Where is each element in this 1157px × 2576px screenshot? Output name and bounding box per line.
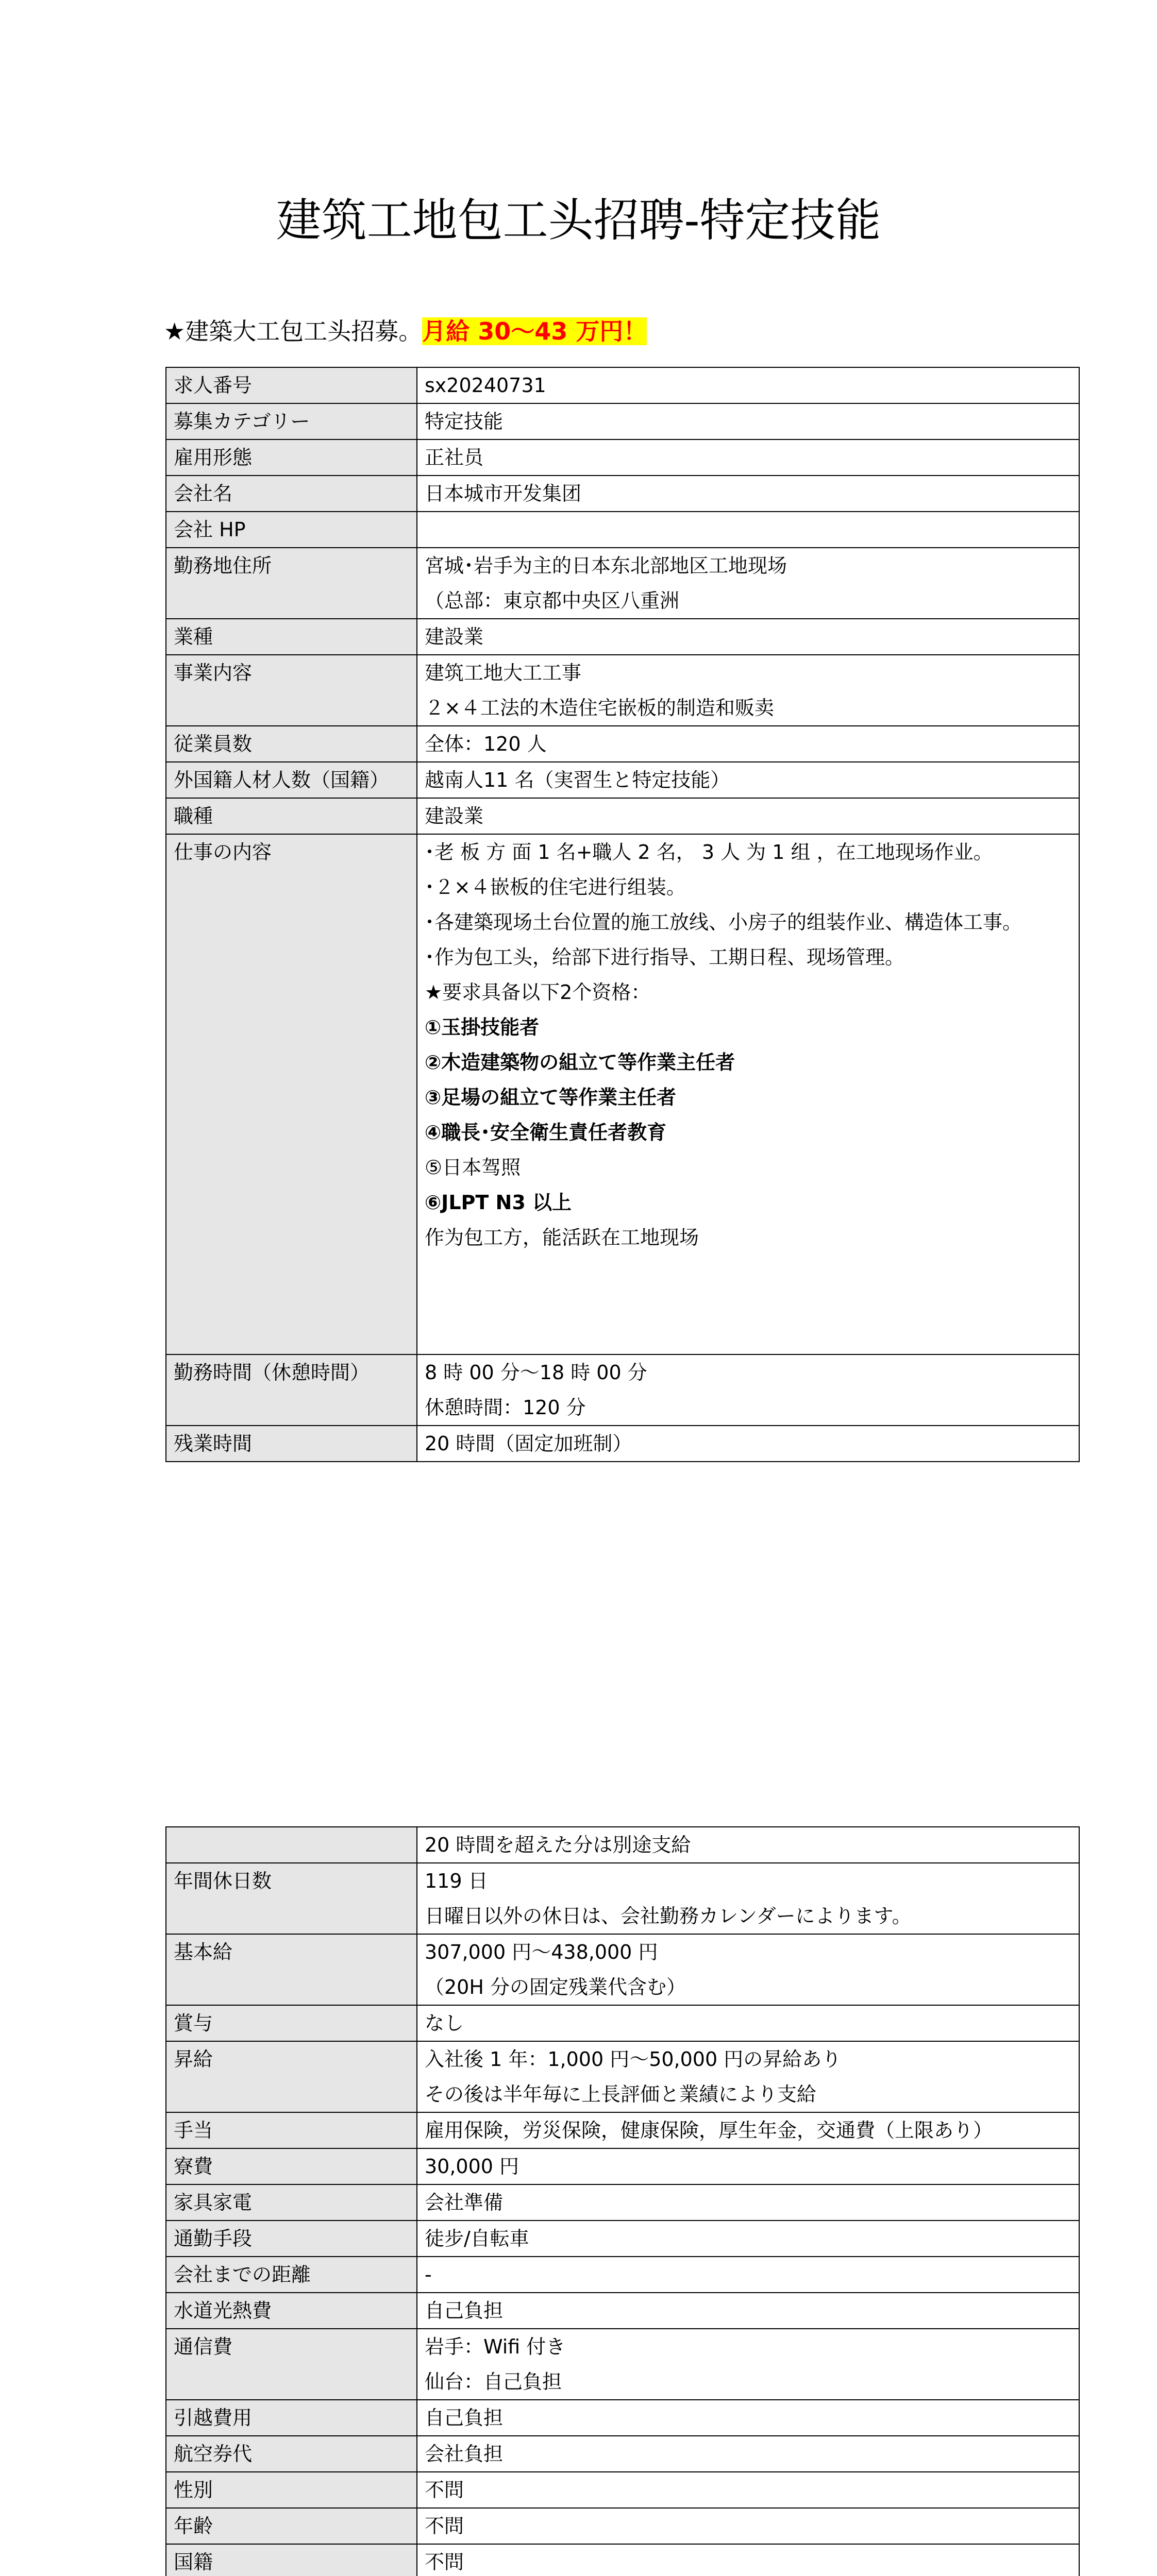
value-line: 日曜日以外の休日は、会社勤務カレンダーによります。 xyxy=(425,1905,912,1927)
value-line: 不問 xyxy=(425,2551,464,2573)
table-row xyxy=(166,2472,1079,2508)
table-row xyxy=(166,655,1079,726)
table-row xyxy=(166,367,1079,403)
row-value xyxy=(417,762,1079,798)
row-label: 昇給 xyxy=(166,2041,417,2112)
row-value xyxy=(417,1863,1079,1934)
row-value xyxy=(417,2508,1079,2544)
row-value xyxy=(417,2041,1079,2112)
value-line: 307,000 円～438,000 円 xyxy=(425,1941,658,1963)
row-label: 雇用形態 xyxy=(166,439,417,476)
job-conditions-table xyxy=(165,1826,1080,2576)
row-value xyxy=(417,2112,1079,2148)
table-row xyxy=(166,2005,1079,2041)
value-line: 雇用保険，労災保険，健康保険，厚生年金，交通費（上限あり） xyxy=(425,2119,993,2142)
value-line: ★要求具备以下2个资格： xyxy=(425,981,651,1004)
value-line: 自己負担 xyxy=(425,2406,504,2429)
table-row xyxy=(166,439,1079,476)
value-line: 30,000 円 xyxy=(425,2155,519,2178)
value-line: ④職長･安全衛生責任者教育 xyxy=(425,1121,667,1144)
row-value xyxy=(417,834,1079,1354)
value-line: なし xyxy=(425,2012,464,2035)
table-row xyxy=(166,798,1079,834)
value-line: sx20240731 xyxy=(425,374,546,397)
row-value xyxy=(417,476,1079,512)
value-line: 休憩時間：120 分 xyxy=(425,1396,586,1419)
value-line: ⑥JLPT N3 以上 xyxy=(425,1191,572,1214)
row-label: 勤務時間（休憩時間） xyxy=(166,1354,417,1426)
row-label: 賞与 xyxy=(166,2005,417,2041)
table-row xyxy=(166,2112,1079,2148)
value-line: 仙台：自己負担 xyxy=(425,2370,562,2393)
table-row xyxy=(166,1934,1079,2005)
salary-highlight: 月給 30～43 万円！ xyxy=(422,317,647,345)
value-line: 119 日 xyxy=(425,1870,488,1892)
value-line xyxy=(425,512,1071,547)
table-row xyxy=(166,548,1079,619)
row-label: 通勤手段 xyxy=(166,2221,417,2257)
table-row xyxy=(166,512,1079,548)
table-row xyxy=(166,1354,1079,1426)
row-value xyxy=(417,2436,1079,2472)
table-row xyxy=(166,726,1079,762)
row-label: 業種 xyxy=(166,619,417,655)
row-label: 手当 xyxy=(166,2112,417,2148)
table-row xyxy=(166,403,1079,439)
row-label: 会社 HP xyxy=(166,512,417,548)
value-line: 日本城市开发集团 xyxy=(425,482,582,505)
value-line: 作为包工方，能活跃在工地现场 xyxy=(425,1226,699,1249)
row-label: 年間休日数 xyxy=(166,1863,417,1934)
recruit-headline xyxy=(164,313,647,349)
table-row xyxy=(166,2041,1079,2112)
value-line: 特定技能 xyxy=(425,410,504,433)
table-row xyxy=(166,834,1079,1354)
row-value xyxy=(417,403,1079,439)
row-label: 募集カテゴリー xyxy=(166,403,417,439)
row-label: 性別 xyxy=(166,2472,417,2508)
table-row xyxy=(166,2293,1079,2329)
row-value xyxy=(417,1934,1079,2005)
value-line: ･老 板 方 面 1 名+職人 2 名， 3 人 为 1 组 ，在工地现场作业。 xyxy=(425,841,993,863)
value-line: 8 時 00 分～18 時 00 分 xyxy=(425,1361,647,1384)
row-value xyxy=(417,2544,1079,2576)
table-row xyxy=(166,2400,1079,2436)
table-row xyxy=(166,2329,1079,2400)
table-row xyxy=(166,2436,1079,2472)
value-line: 自己負担 xyxy=(425,2299,504,2322)
row-label: 家具家電 xyxy=(166,2184,417,2221)
row-value xyxy=(417,548,1079,619)
table-row xyxy=(166,2184,1079,2221)
value-line: その後は半年毎に上長評価と業績により支給 xyxy=(425,2083,817,2106)
row-value xyxy=(417,619,1079,655)
row-value xyxy=(417,2221,1079,2257)
row-value xyxy=(417,512,1079,548)
value-line: 徒步/自転車 xyxy=(425,2227,529,2250)
value-line: 20 時間（固定加班制） xyxy=(425,1432,632,1455)
table-row xyxy=(166,619,1079,655)
row-value xyxy=(417,367,1079,403)
value-line: 不問 xyxy=(425,2479,464,2501)
table-row xyxy=(166,2544,1079,2576)
headline-prefix: ★建築大工包工头招募。 xyxy=(164,317,423,345)
value-line: ⑤日本驾照 xyxy=(425,1156,521,1179)
value-line: ②木造建築物の組立て等作業主任者 xyxy=(425,1051,735,1074)
row-label: 寮費 xyxy=(166,2148,417,2184)
table-row xyxy=(166,476,1079,512)
row-label: 通信費 xyxy=(166,2329,417,2400)
row-value xyxy=(417,2472,1079,2508)
row-label: 水道光熱費 xyxy=(166,2293,417,2329)
row-value xyxy=(417,439,1079,476)
row-label: 基本給 xyxy=(166,1934,417,2005)
row-value xyxy=(417,1426,1079,1462)
row-label: 求人番号 xyxy=(166,367,417,403)
row-label: 航空券代 xyxy=(166,2436,417,2472)
value-line: 建設業 xyxy=(425,805,484,827)
row-value xyxy=(417,2293,1079,2329)
value-line: 越南人11 名（実習生と特定技能） xyxy=(425,769,730,791)
row-value xyxy=(417,1827,1079,1863)
value-line: 全体：120 人 xyxy=(425,733,547,755)
table-row xyxy=(166,2221,1079,2257)
row-label: 勤務地住所 xyxy=(166,548,417,619)
job-details-table xyxy=(165,367,1080,1462)
value-line: 会社準備 xyxy=(425,2191,504,2214)
row-value xyxy=(417,2184,1079,2221)
row-value xyxy=(417,655,1079,726)
value-line: 正社员 xyxy=(425,446,484,469)
table-row xyxy=(166,1863,1079,1934)
value-line: ･作为包工头，给部下进行指导、工期日程、现场管理。 xyxy=(425,946,905,969)
table-row xyxy=(166,2508,1079,2544)
value-line: 会社負担 xyxy=(425,2443,504,2465)
row-label: 事業内容 xyxy=(166,655,417,726)
value-line: （20H 分の固定残業代含む） xyxy=(425,1976,686,1998)
table-row xyxy=(166,1426,1079,1462)
value-line: 入社後 1 年：1,000 円～50,000 円の昇給あり xyxy=(425,2048,842,2071)
row-label: 会社までの距離 xyxy=(166,2257,417,2293)
table-row xyxy=(166,2148,1079,2184)
row-value xyxy=(417,1354,1079,1426)
row-label: 外国籍人材人数（国籍） xyxy=(166,762,417,798)
row-label: 年齢 xyxy=(166,2508,417,2544)
row-value xyxy=(417,2148,1079,2184)
value-line: ２×４工法的木造住宅嵌板的制造和贩卖 xyxy=(425,697,774,719)
row-label: 残業時間 xyxy=(166,1426,417,1462)
row-label: 従業員数 xyxy=(166,726,417,762)
row-label: 会社名 xyxy=(166,476,417,512)
value-line: （总部：東京都中央区八重洲 xyxy=(425,589,680,612)
row-value xyxy=(417,2005,1079,2041)
table-row xyxy=(166,762,1079,798)
value-line: ③足場の組立て等作業主任者 xyxy=(425,1086,677,1109)
row-value xyxy=(417,726,1079,762)
value-line: ･２×４嵌板的住宅进行组装。 xyxy=(425,876,686,899)
row-value xyxy=(417,2400,1079,2436)
value-line: ①玉掛技能者 xyxy=(425,1016,540,1039)
row-label: 国籍 xyxy=(166,2544,417,2576)
row-value xyxy=(417,2257,1079,2293)
row-value xyxy=(417,798,1079,834)
value-line: 建筑工地大工工事 xyxy=(425,662,582,684)
value-line: 岩手：Wifi 付き xyxy=(425,2335,566,2358)
page-title: 建筑工地包工头招聘-特定技能 xyxy=(276,194,881,247)
table-row xyxy=(166,1827,1079,1863)
value-line: 宮城･岩手为主的日本东北部地区工地现场 xyxy=(425,554,787,577)
row-value xyxy=(417,2329,1079,2400)
row-label: 引越費用 xyxy=(166,2400,417,2436)
row-label: 職種 xyxy=(166,798,417,834)
table-row xyxy=(166,2257,1079,2293)
value-line: 20 時間を超えた分は別途支給 xyxy=(425,1834,691,1856)
value-line: 建設業 xyxy=(425,625,484,648)
row-label: 仕事の内容 xyxy=(166,834,417,1354)
value-line: ･各建築现场土台位置的施工放线、小房子的组装作业、構造体工事。 xyxy=(425,911,1022,934)
value-line: - xyxy=(425,2263,432,2286)
row-label xyxy=(166,1827,417,1863)
value-line: 不問 xyxy=(425,2515,464,2537)
